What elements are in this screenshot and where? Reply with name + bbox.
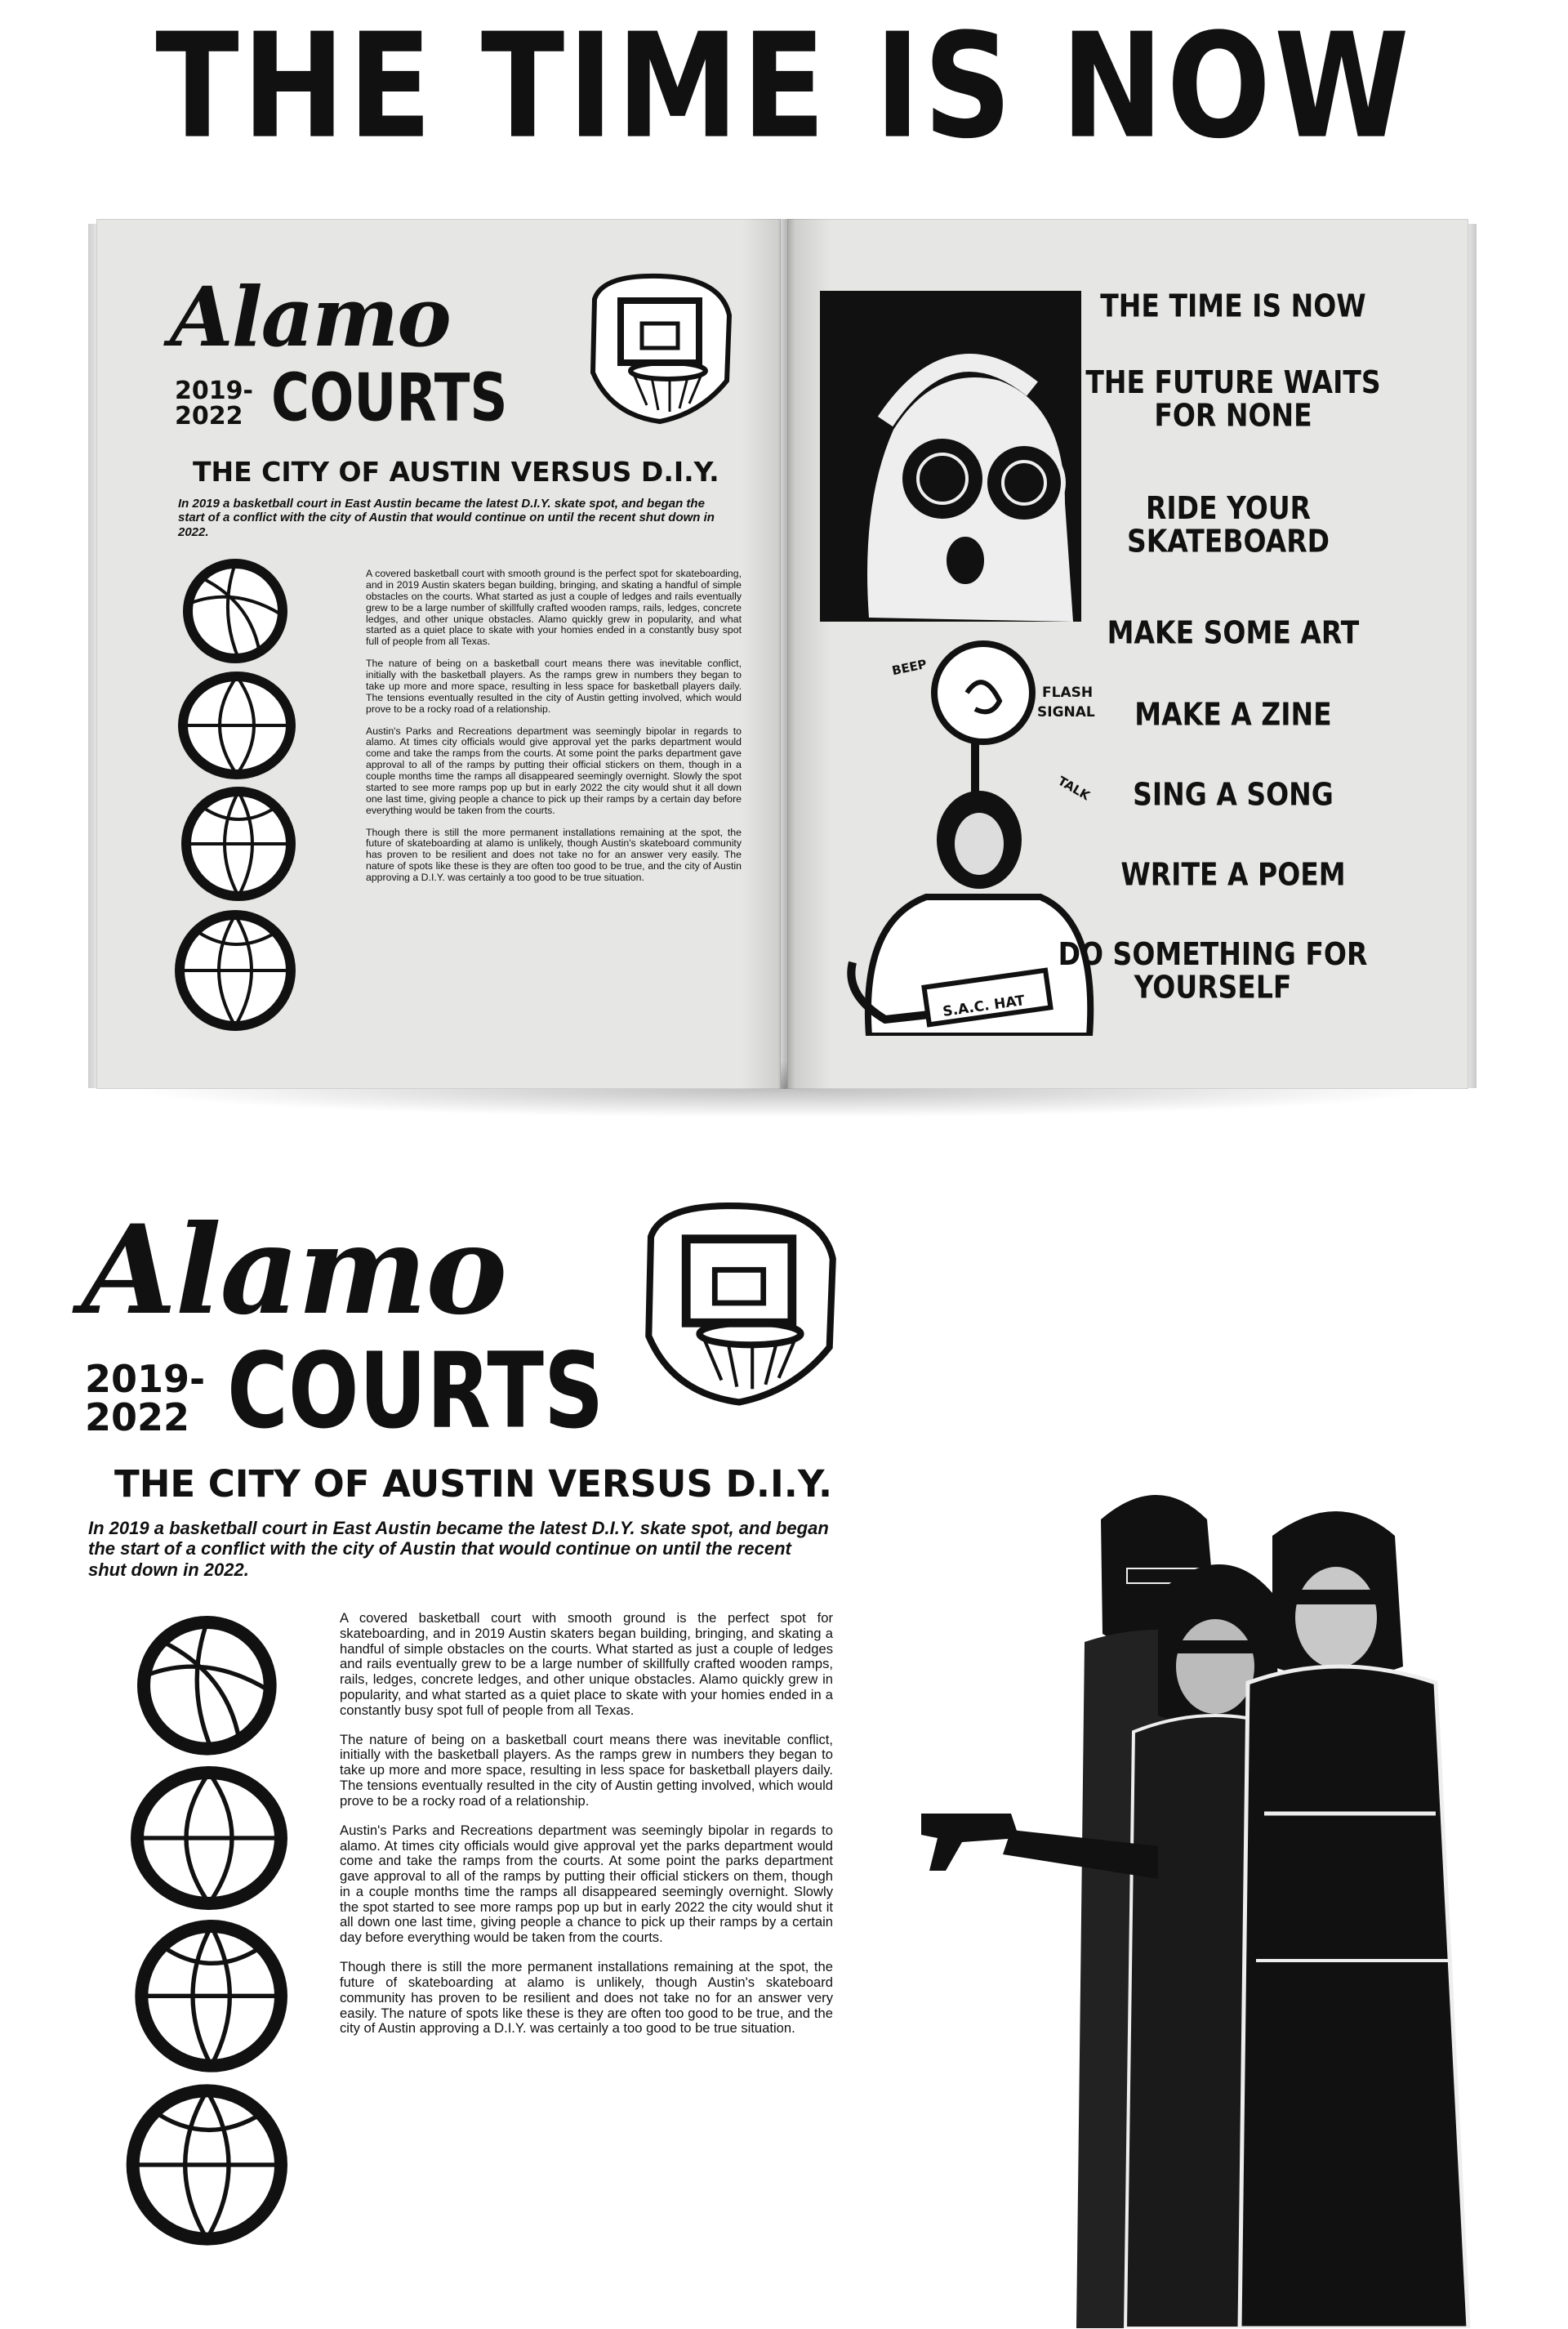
- large-paragraph: Though there is still the more permanent installations remaining at the spot, the future of skateboarding at alamo is unlikely, though Austin's skateboard community has proven to be resilient and does not take no for an answer very easily. The nature of spots like these is they are often too good to be true, and the city of Austin approving a D.I.Y. was certainly a too good to be true situation.: [340, 1959, 833, 2037]
- slogan: MAKE SOME ART: [1107, 613, 1360, 651]
- slogan: DO SOMETHING FOR YOURSELF: [1058, 935, 1368, 1006]
- large-stacked-basketballs-icon: [114, 1609, 310, 2263]
- spread-script-title: Alamo: [170, 269, 450, 365]
- basketball-hoop-icon: [578, 266, 742, 430]
- slogan: WRITE A POEM: [1120, 855, 1346, 893]
- large-year-end: 2022: [85, 1394, 190, 1439]
- goggles-figure-illustration: [820, 291, 1081, 622]
- zine-spread: [88, 219, 1477, 1103]
- slogan: MAKE A ZINE: [1134, 695, 1332, 733]
- large-intro: In 2019 a basketball court in East Austin became the latest D.I.Y. skate spot, and began the start of a conflict with the city of Austin that would continue on until the recent shut down in 2022.: [88, 1518, 829, 1580]
- spread-years: [175, 379, 253, 429]
- slogan: RIDE YOUR SKATEBOARD: [1126, 489, 1330, 560]
- spread-intro: In 2019 a basketball court in East Austin became the latest D.I.Y. skate spot, and began the start of a conflict with the city of Austin that would continue on until the recent shut down in 2022.: [178, 497, 715, 539]
- left-page: [96, 219, 781, 1089]
- large-paragraph: The nature of being on a basketball court means there was inevitable conflict, initially with the basketball players. As the ramps grew in numbers they began to take up more and more space, resulting in less space for basketball players daily. The tensions eventually resulted in the city of Austin getting involved, which would prove to be a rocky road of a relationship.: [340, 1731, 833, 1809]
- spread-paragraph: Though there is still the more permanent installations remaining at the spot, the future of skateboarding at alamo is unlikely, though Austin's skateboard community has proven to be resilient and does not take no for an answer very easily. The nature of spots like these is they are often too good to be true, and the city of Austin approving a D.I.Y. was certainly a too good to be true situation.: [366, 826, 742, 884]
- large-article: [0, 1193, 866, 2287]
- spread-courts-title: COURTS: [271, 360, 508, 437]
- large-paragraph: A covered basketball court with smooth ground is the perfect spot for skateboarding, and in 2019 Austin skaters began building, bringing, and skating a handful of simple obstacles on the courts. What started as just a couple of ledges and rails eventually grew to be a large number of skillfully crafted wooden ramps, rails, ledges, concrete ledges, and other unique obstacles. Alamo quickly grew in popularity, and what started as a quiet place to skate with your homies ended in a constantly busy spot full of people from all Texas.: [340, 1610, 833, 1718]
- spread-year-start: 2019-: [175, 377, 253, 405]
- spread-paragraph: Austin's Parks and Recreations department was seemingly bipolar in regards to alamo. At times city officials would give approval yet the parks department would come and take the ramps from the courts. At some point the parks department gave approval to all of the ramps by putting their official stickers on them, though in a couple months time the ramps all disappeared seemingly overnight. Slowly the spot started to see more ramps pop up but in early 2022 the city would shut it all down one last time, giving people a chance to pick up their ramps by a certain day before everything would be taken from the courts.: [366, 725, 742, 816]
- spread-subtitle: THE CITY OF AUSTIN VERSUS D.I.Y.: [193, 456, 719, 488]
- large-year-start: 2019-: [85, 1357, 206, 1401]
- hat-label: S.A.C. HAT: [942, 993, 1027, 1020]
- slogan: THE FUTURE WAITS FOR NONE: [1085, 364, 1381, 434]
- talk-label: TALK: [1055, 773, 1093, 804]
- spread-year-end: 2022: [175, 401, 243, 431]
- signal-label: SIGNAL: [1037, 704, 1095, 721]
- spread-gutter: [742, 219, 831, 1089]
- astronaut-trio-illustration: [913, 1470, 1534, 2328]
- large-body-text: [340, 1611, 833, 2050]
- large-years: [85, 1357, 206, 1439]
- slogan: THE TIME IS NOW: [1100, 287, 1366, 324]
- stacked-basketballs-icon: [170, 554, 309, 1044]
- slogan: SING A SONG: [1133, 775, 1334, 813]
- large-subtitle: THE CITY OF AUSTIN VERSUS D.I.Y.: [114, 1462, 833, 1506]
- large-paragraph: Austin's Parks and Recreations department was seemingly bipolar in regards to alamo. At times city officials would give approval yet the parks department would come and take the ramps from the courts. At some point the parks department gave approval to all of the ramps by putting their official stickers on them, though in a couple months time the ramps all disappeared seemingly overnight. Slowly the spot started to see more ramps pop up but in early 2022 the city would shut it all down one last time, giving people a chance to pick up their ramps by a certain day before everything would be taken from the courts.: [340, 1822, 833, 1946]
- spread-paragraph: A covered basketball court with smooth ground is the perfect spot for skateboarding, and in 2019 Austin skaters began building, bringing, and skating a handful of simple obstacles on the courts. What started as just a couple of ledges and rails eventually grew to be a large number of skillfully crafted wooden ramps, rails, ledges, concrete ledges, and other unique obstacles. Alamo quickly grew in popularity, and what started as a quiet place to skate with your homies ended in a constantly busy spot full of people from all Texas.: [366, 568, 742, 648]
- spread-body-text: [366, 569, 742, 895]
- right-page: [787, 219, 1468, 1089]
- spread-paragraph: The nature of being on a basketball court means there was inevitable conflict, initially with the basketball players. As the ramps grew in numbers they began to take up more and more space, resulting in less space for basketball players daily. The tensions eventually resulted in the city of Austin getting involved, which would prove to be a rocky road of a relationship.: [366, 658, 742, 715]
- flash-label: FLASH: [1042, 685, 1094, 701]
- large-script-title: Alamo: [82, 1198, 506, 1342]
- large-basketball-hoop-icon: [629, 1193, 849, 1413]
- beep-label: BEEP: [890, 656, 929, 679]
- large-courts-title: COURTS: [227, 1330, 604, 1452]
- headline: THE TIME IS NOW: [155, 2, 1413, 172]
